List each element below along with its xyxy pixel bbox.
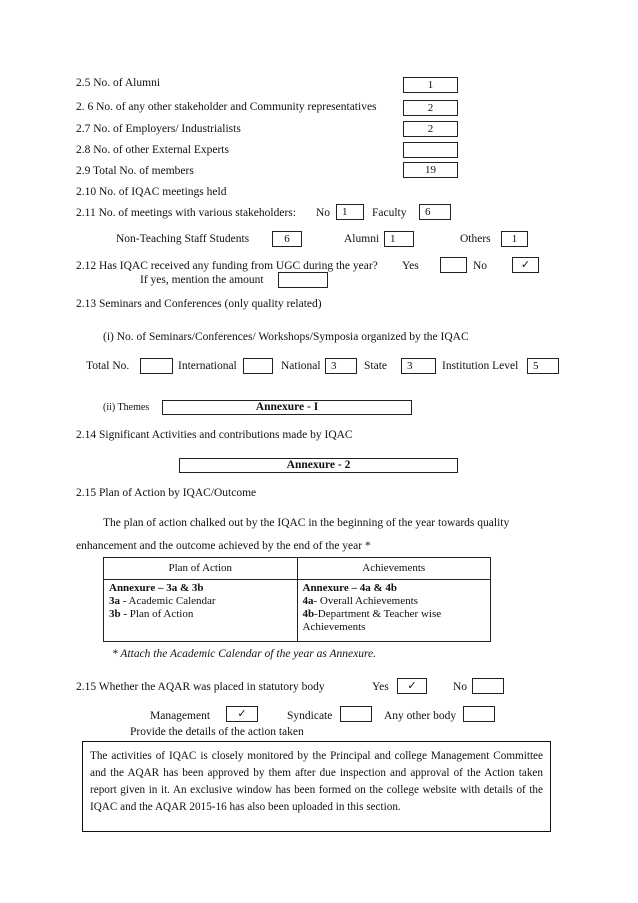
themes-annexure-box: Annexure - I bbox=[162, 400, 412, 415]
institution-level-box: 5 bbox=[527, 358, 559, 374]
plan-cell: Annexure – 3a & 3b 3a - Academic Calendar 3b - Plan of Action bbox=[104, 580, 298, 642]
funding-no-checkbox: ✓ bbox=[512, 257, 539, 273]
management-checkbox: ✓ bbox=[226, 706, 258, 722]
total-members-box: 19 bbox=[403, 162, 458, 178]
others-meetings-label: Others bbox=[460, 233, 491, 245]
plan-paragraph-line-1: The plan of action chalked out by the IQAC in the beginning of the year towards quality bbox=[103, 517, 510, 529]
alumni-meetings-box: 1 bbox=[384, 231, 414, 247]
external-experts-label: 2.8 No. of other External Experts bbox=[76, 144, 229, 156]
external-experts-box bbox=[403, 142, 458, 158]
seminars-organized-label: (i) No. of Seminars/Conferences/ Workshops/Symposia organized by the IQAC bbox=[103, 331, 469, 343]
plan-achievements-table bbox=[103, 557, 491, 642]
alumni-count-box: 1 bbox=[403, 77, 458, 93]
other-body-label: Any other body bbox=[384, 710, 457, 722]
aqar-no-label: No bbox=[453, 681, 468, 693]
management-label: Management bbox=[150, 710, 211, 722]
total-members-label: 2.9 Total No. of members bbox=[76, 165, 194, 177]
funding-amount-box bbox=[278, 272, 328, 288]
institution-level-label: Institution Level bbox=[442, 360, 519, 372]
aqar-no-box bbox=[472, 678, 504, 694]
funding-label: 2.12 Has IQAC received any funding from UGC during the year? bbox=[76, 260, 378, 272]
funding-yes-label: Yes bbox=[402, 260, 419, 272]
nonteaching-label: Non-Teaching Staff Students bbox=[116, 233, 250, 245]
plan-footnote: * Attach the Academic Calendar of the year as Annexure. bbox=[112, 648, 377, 660]
activities-heading: 2.14 Significant Activities and contributions made by IQAC bbox=[76, 429, 353, 441]
other-body-box bbox=[463, 706, 495, 722]
nonteaching-box: 6 bbox=[272, 231, 302, 247]
national-box: 3 bbox=[325, 358, 357, 374]
state-label: State bbox=[364, 360, 387, 372]
total-no-box bbox=[140, 358, 173, 374]
total-no-label: Total No. bbox=[86, 360, 130, 372]
achievements-column-header: Achievements bbox=[297, 558, 491, 580]
funding-yes-box bbox=[440, 257, 467, 273]
meetings-faculty-box: 6 bbox=[419, 204, 451, 220]
others-meetings-box: 1 bbox=[501, 231, 528, 247]
funding-no-label: No bbox=[473, 260, 488, 272]
plan-column-header: Plan of Action bbox=[104, 558, 298, 580]
aqar-yes-label: Yes bbox=[372, 681, 389, 693]
aqar-heading: 2.15 Whether the AQAR was placed in statutory body bbox=[76, 681, 325, 693]
state-box: 3 bbox=[401, 358, 436, 374]
iqac-meetings-label: 2.10 No. of IQAC meetings held bbox=[76, 186, 227, 198]
funding-amount-label: If yes, mention the amount bbox=[140, 274, 264, 286]
stakeholders-count-box: 2 bbox=[403, 100, 458, 116]
meetings-no-label: No bbox=[316, 207, 331, 219]
themes-label: (ii) Themes bbox=[103, 402, 150, 413]
alumni-label: 2.5 No. of Alumni bbox=[76, 77, 161, 89]
syndicate-label: Syndicate bbox=[287, 710, 333, 722]
national-label: National bbox=[281, 360, 321, 372]
meetings-faculty-label: Faculty bbox=[372, 207, 407, 219]
plan-heading: 2.15 Plan of Action by IQAC/Outcome bbox=[76, 487, 257, 499]
action-details-label: Provide the details of the action taken bbox=[130, 726, 304, 738]
international-box bbox=[243, 358, 273, 374]
stakeholders-label: 2. 6 No. of any other stakeholder and Community representatives bbox=[76, 101, 377, 113]
employers-label: 2.7 No. of Employers/ Industrialists bbox=[76, 123, 241, 135]
aqar-yes-checkbox: ✓ bbox=[397, 678, 427, 694]
achievements-cell: Annexure – 4a & 4b 4a- Overall Achievements 4b-Department & Teacher wise Achievements bbox=[297, 580, 491, 642]
plan-paragraph-line-2: enhancement and the outcome achieved by the end of the year * bbox=[76, 540, 371, 552]
meetings-no-box: 1 bbox=[336, 204, 364, 220]
syndicate-box bbox=[340, 706, 372, 722]
seminars-heading: 2.13 Seminars and Conferences (only quality related) bbox=[76, 298, 322, 310]
employers-count-box: 2 bbox=[403, 121, 458, 137]
action-details-text: The activities of IQAC is closely monitored by the Principal and college Management Committee and the AQAR has been approved by them after due inspection and approval of the Action taken report given in it. An exclusive window has been formed on the college website with details of the IQAC and the AQAR 2015-16 has also been uploaded in this section. bbox=[82, 741, 551, 832]
alumni-meetings-label: Alumni bbox=[344, 233, 380, 245]
activities-annexure-box: Annexure - 2 bbox=[179, 458, 458, 473]
meetings-stakeholders-label: 2.11 No. of meetings with various stakeholders: bbox=[76, 207, 296, 219]
international-label: International bbox=[178, 360, 237, 372]
